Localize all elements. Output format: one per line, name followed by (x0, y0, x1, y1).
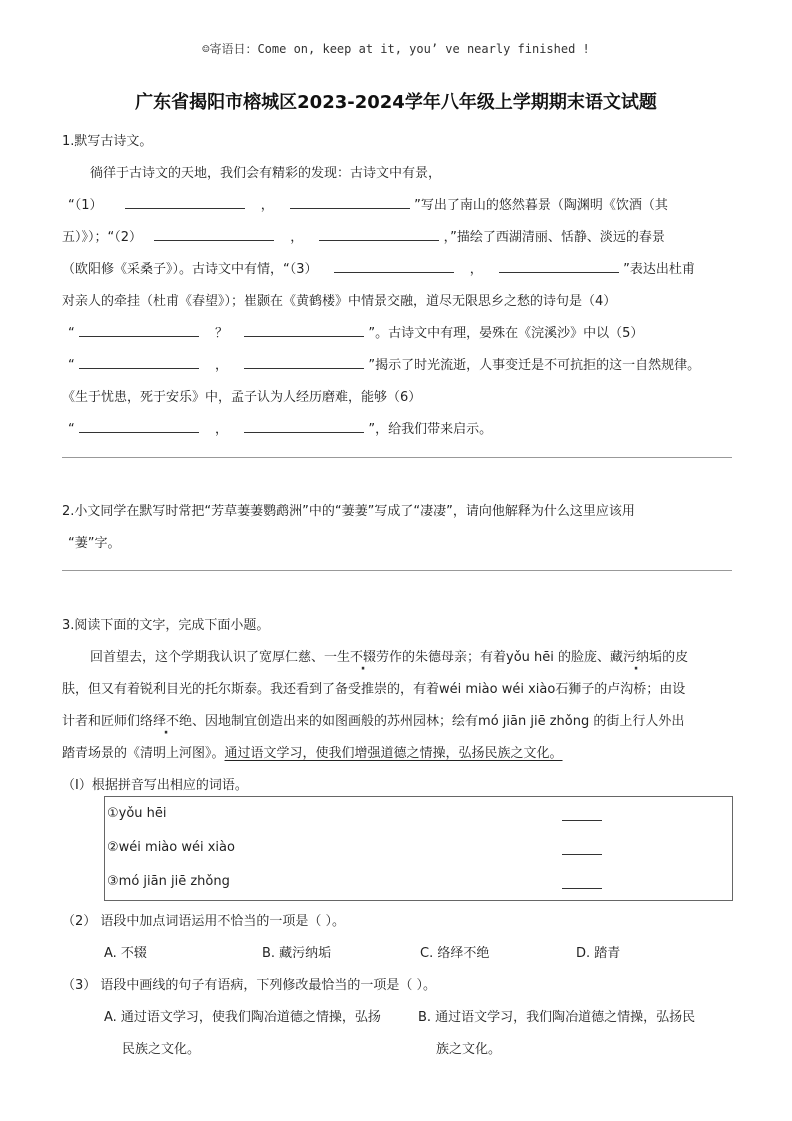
answer-blank[interactable] (125, 194, 245, 209)
q3-passage-line-1 (90, 646, 688, 665)
q1-line-4 (62, 258, 695, 277)
option-a[interactable]: A. 不辍 (104, 946, 147, 961)
q3-sub2b: 词语运用不恰当的一项是（ ）。 (165, 914, 346, 929)
q1-line-7b: ， (215, 358, 229, 373)
answer-blank[interactable] (244, 418, 364, 433)
underlined-sentence: 通过语文学习，使我们增强道德之情操，弘扬民族之文化。 (224, 746, 563, 761)
q3-passage-line-2: 肤，但又有着锐利目光的托尔斯泰。我还看到了备受推崇的，有着wéi miào wéi xiào石狮子的卢沟桥；由设 (62, 682, 686, 697)
q1-line-2b: ， (260, 198, 274, 213)
q3-p3b: 、因地制宜创造出来的如图画般的苏州园林；绘有mó jiān jiē zhǒng 的街上行人外出 (192, 714, 685, 729)
q3-option-b-line-2[interactable]: 族之文化。 (436, 1042, 502, 1057)
answer-blank[interactable] (244, 322, 364, 337)
option-c[interactable]: C. 络绎不绝 (420, 946, 490, 961)
q1-line-6 (68, 322, 643, 341)
q3-p1b: 劳作的朱德母亲；有着yǒu hēi 的脸庞、 (376, 650, 611, 665)
answer-blank[interactable] (562, 808, 602, 821)
q1-line-8: 《生于忧患，死于安乐》中，孟子认为人经历磨难，能够（6） (62, 390, 422, 405)
option-d[interactable]: D. 踏青 (576, 946, 621, 961)
dotted-word: 不辍 (350, 650, 377, 665)
q1-line-3a: 五）》）；“（2） (62, 230, 143, 245)
q1-line-2a: “（1） (68, 198, 103, 213)
q1-line-9a: “ (68, 422, 75, 437)
q1-line-5: 对亲人的牵挂（杜甫《春望》）；崔颢在《黄鹤楼》中情景交融，道尽无限思乡之愁的诗句是（4） (62, 294, 617, 309)
q3-sub3: （3） 语段中画线的句子有语病，下列修改最恰当的一项是（ ）。 (62, 978, 437, 993)
answer-blank[interactable] (79, 322, 199, 337)
dotted-word: 藏污纳垢 (610, 650, 663, 665)
q1-line-6c: ”。古诗文中有理，晏殊在《浣溪沙》中以（5） (368, 326, 644, 341)
dotted-word: 络绎不绝 (140, 714, 193, 729)
answer-blank[interactable] (562, 842, 602, 855)
pinyin-row: ①yǒu hēi (107, 806, 167, 821)
pinyin-row: ③mó jiān jiē zhǒng (107, 874, 230, 889)
answer-blank[interactable] (319, 226, 439, 241)
q1-line-3c: ，”描绘了西湖清丽、恬静、淡远的春景 (443, 230, 665, 245)
q3-option-b-line-1[interactable]: B. 通过语文学习，我们陶冶道德之情操，弘扬民 (418, 1010, 696, 1025)
motto-header: ☺寄语日：Come on, keep at it, you’ ve nearly finished ! (202, 42, 590, 56)
q3-p1c: 的皮 (662, 650, 689, 665)
q3-p3a: 计者和匠师们 (62, 714, 141, 729)
q1-line-6a: “ (68, 326, 75, 341)
q1-title: 1.默写古诗文。 (62, 134, 153, 149)
answer-blank[interactable] (290, 194, 410, 209)
q3-p4a: 踏青场景的《清明上河图》。 (62, 746, 225, 761)
q1-line-3b: ， (290, 230, 304, 245)
option-b[interactable]: B. 藏污纳垢 (262, 946, 332, 961)
q3-sub2a: （2） 语段中加点 (62, 914, 166, 929)
q3-passage-line-4 (62, 742, 563, 761)
answer-blank[interactable] (79, 354, 199, 369)
pinyin-row: ②wéi miào wéi xiào (107, 840, 235, 855)
q1-line-2 (68, 194, 668, 213)
answer-blank[interactable] (244, 354, 364, 369)
q1-line-4b: ， (469, 262, 483, 277)
q2-line-2: “萋”字。 (68, 536, 121, 551)
q3-sub2 (62, 910, 345, 929)
q1-line-3 (62, 226, 665, 245)
q1-line-4a: （欧阳修《采桑子》）。古诗文中有情，“（3） (62, 262, 318, 277)
q2-line-1: 2.小文同学在默写时常把“芳草萋萋鹦鹉洲”中的“萋萋”写成了“凄凄”，请向他解释为什么这里应该用 (62, 504, 635, 519)
q1-line-7c: ”揭示了时光流逝，人事变迁是不可抗拒的这一自然规律。 (368, 358, 701, 373)
answer-divider (62, 457, 732, 458)
q1-line-1: 徜徉于古诗文的天地，我们会有精彩的发现：古诗文中有景， (90, 166, 442, 181)
q1-line-6b: ？ (215, 326, 229, 341)
q3-passage-line-3 (62, 710, 684, 729)
answer-divider (62, 570, 732, 571)
q3-option-a-line-2[interactable]: 民族之文化。 (122, 1042, 201, 1057)
q1-line-2c: ”写出了南山的悠然暮景（陶渊明《饮酒（其 (414, 198, 668, 213)
q1-line-9 (68, 418, 492, 437)
page-title: 广东省揭阳市榕城区2023-2024学年八年级上学期期末语文试题 (135, 92, 657, 113)
answer-blank[interactable] (499, 258, 619, 273)
q3-option-a-line-1[interactable]: A. 通过语文学习，使我们陶冶道德之情操，弘扬 (104, 1010, 381, 1025)
q1-line-4c: ”表达出杜甫 (623, 262, 695, 277)
answer-blank[interactable] (79, 418, 199, 433)
q1-line-7a: “ (68, 358, 75, 373)
q3-p1a: 回首望去，这个学期我认识了宽厚仁慈、一生 (90, 650, 351, 665)
q3-sub1: （Ⅰ）根据拼音写出相应的词语。 (62, 778, 248, 793)
q1-line-9c: ”，给我们带来启示。 (368, 422, 493, 437)
answer-blank[interactable] (154, 226, 274, 241)
q1-line-7 (68, 354, 700, 373)
q3-title: 3.阅读下面的文字，完成下面小题。 (62, 618, 270, 633)
answer-blank[interactable] (562, 876, 602, 889)
answer-blank[interactable] (334, 258, 454, 273)
q1-line-9b: ， (215, 422, 229, 437)
pinyin-answer-box (104, 796, 733, 901)
